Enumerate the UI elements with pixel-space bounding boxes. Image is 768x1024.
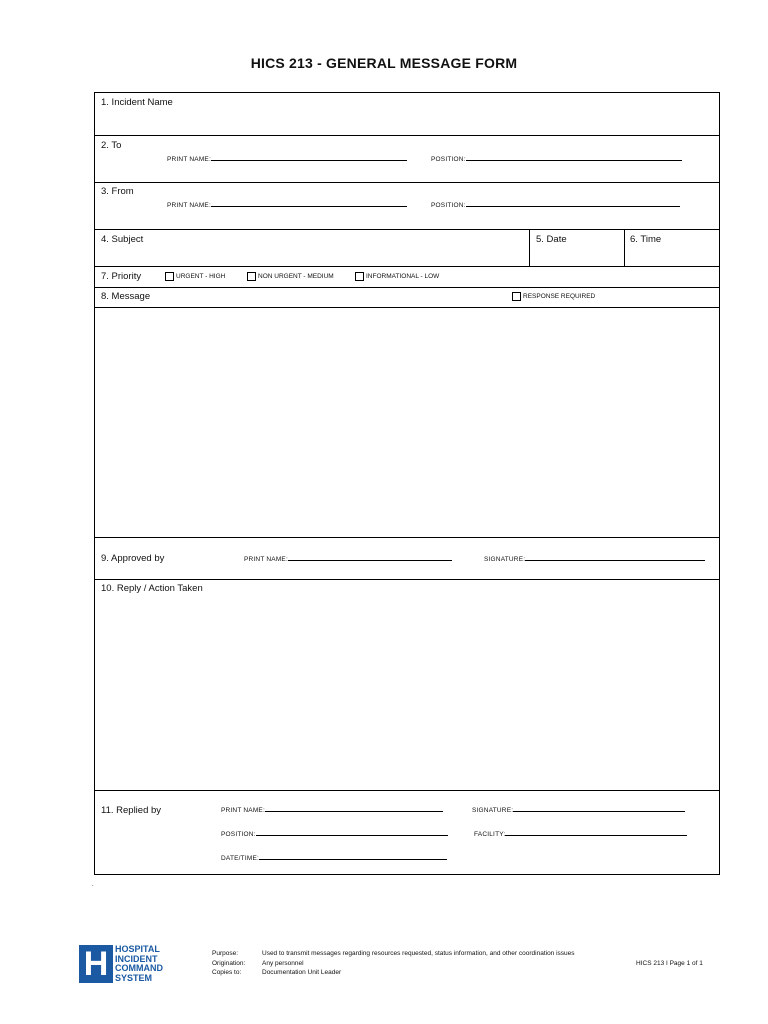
- subject-date-time-row: [95, 230, 719, 267]
- approved-by-row: [95, 538, 719, 580]
- subject-label: 4. Subject: [101, 234, 144, 245]
- message-label: 8. Message: [101, 291, 151, 302]
- hics-logo: [79, 945, 171, 983]
- logo-line-hospital: HOSPITAL: [115, 944, 160, 954]
- informational-label: INFORMATIONAL - LOW: [366, 273, 440, 281]
- non-urgent-label: NON URGENT - MEDIUM: [258, 273, 334, 281]
- to-position-field[interactable]: [431, 154, 682, 163]
- to-position-label: POSITION:: [431, 156, 466, 163]
- message-body[interactable]: [95, 308, 719, 538]
- logo-line-incident: INCIDENT: [115, 953, 158, 964]
- priority-option-urgent[interactable]: [165, 272, 225, 281]
- reply-row[interactable]: [95, 580, 719, 791]
- priority-row: [95, 267, 719, 288]
- from-print-name-field[interactable]: [167, 200, 407, 209]
- replied-date-time-label: DATE/TIME:: [221, 855, 259, 862]
- priority-label: 7. Priority: [101, 271, 142, 282]
- replied-by-row: [95, 791, 719, 874]
- logo-line-command: COMMAND: [115, 963, 163, 973]
- priority-option-non-urgent[interactable]: [247, 272, 334, 281]
- urgent-checkbox[interactable]: [165, 272, 174, 281]
- from-position-label: POSITION:: [431, 202, 466, 209]
- replied-print-name-label: PRINT NAME:: [221, 807, 265, 814]
- purpose-label: Purpose:: [212, 950, 239, 957]
- approved-print-name-field[interactable]: [244, 554, 452, 563]
- form-title: HICS 213 - GENERAL MESSAGE FORM: [250, 55, 518, 71]
- to-print-name-label: PRINT NAME:: [167, 156, 211, 163]
- to-print-name-field[interactable]: [167, 154, 407, 163]
- general-message-form: [94, 92, 720, 875]
- informational-checkbox[interactable]: [355, 272, 364, 281]
- origination-label: Origination:: [212, 960, 246, 967]
- copies-label: Copies to:: [212, 969, 242, 976]
- logo-line-system: SYSTEM: [115, 972, 153, 983]
- replied-position-field[interactable]: [221, 829, 448, 838]
- origination-value: Any personnel: [262, 960, 304, 967]
- urgent-label: URGENT - HIGH: [176, 273, 226, 281]
- approved-by-label: 9. Approved by: [101, 553, 165, 564]
- replied-print-name-field[interactable]: [221, 805, 443, 814]
- to-label: 2. To: [101, 140, 122, 151]
- logo-h-mark: H: [79, 945, 113, 983]
- replied-date-time-field[interactable]: [221, 853, 447, 862]
- page-reference: HICS 213 I Page 1 of 1: [636, 960, 703, 967]
- replied-by-label: 11. Replied by: [101, 805, 162, 816]
- copies-value: Documentation Unit Leader: [262, 969, 342, 976]
- non-urgent-checkbox[interactable]: [247, 272, 256, 281]
- replied-signature-field[interactable]: [472, 805, 685, 814]
- approved-print-name-label: PRINT NAME:: [244, 556, 288, 563]
- stray-dot: .: [92, 882, 94, 888]
- incident-name-row[interactable]: [95, 93, 719, 136]
- response-required-checkbox[interactable]: [512, 292, 521, 301]
- date-label: 5. Date: [536, 234, 567, 245]
- from-row: [95, 183, 719, 230]
- replied-position-label: POSITION:: [221, 831, 256, 838]
- priority-option-informational[interactable]: [355, 272, 439, 281]
- response-required-option[interactable]: [512, 292, 595, 301]
- from-print-name-label: PRINT NAME:: [167, 202, 211, 209]
- purpose-value: Used to transmit messages regarding resources requested, status information, and other coordination issues: [262, 950, 575, 957]
- from-position-field[interactable]: [431, 200, 680, 209]
- from-label: 3. From: [101, 186, 134, 197]
- approved-signature-field[interactable]: [484, 554, 705, 563]
- response-required-label: RESPONSE REQUIRED: [523, 293, 596, 301]
- reply-label: 10. Reply / Action Taken: [101, 583, 203, 594]
- approved-signature-label: SIGNATURE:: [484, 556, 526, 563]
- logo-text: [115, 945, 163, 983]
- time-label: 6. Time: [630, 234, 662, 245]
- message-header-row: [95, 288, 719, 308]
- incident-name-label: 1. Incident Name: [101, 97, 173, 108]
- replied-facility-label: FACILITY:: [474, 831, 506, 838]
- replied-signature-label: SIGNATURE:: [472, 807, 514, 814]
- replied-facility-field[interactable]: [474, 829, 687, 838]
- to-row: [95, 136, 719, 183]
